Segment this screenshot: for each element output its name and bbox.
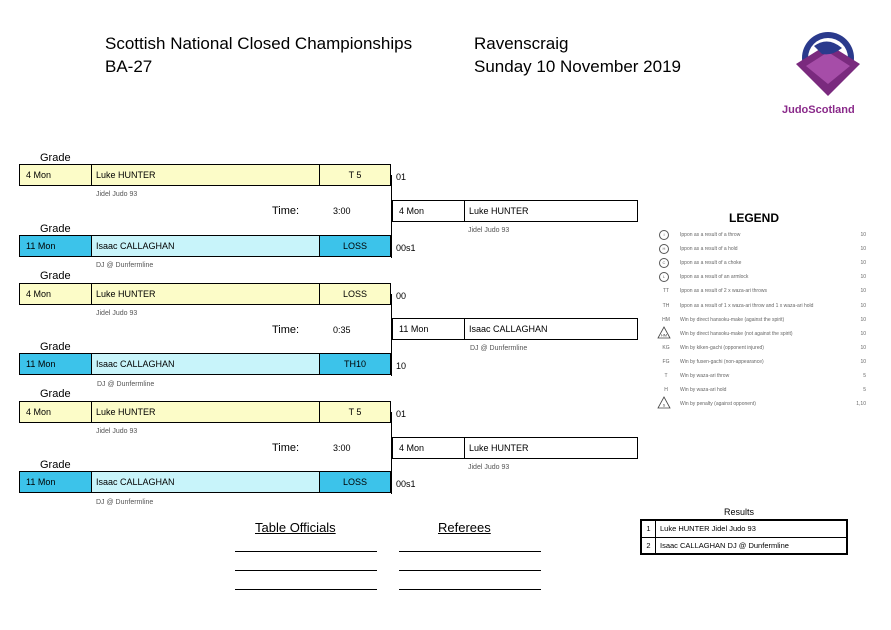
legend-item: [656, 271, 866, 285]
competitor-club: Jidel Judo 93: [96, 310, 138, 317]
grade-label: Grade: [40, 223, 71, 235]
judoscotland-logo: [784, 26, 864, 118]
competitor-row: [19, 235, 391, 257]
time-label: Time:: [272, 205, 300, 217]
legend-description: Win by kiken-gachi (opponent injured): [680, 344, 764, 351]
bout-result: LOSS: [342, 289, 367, 299]
legend-item: [656, 229, 866, 243]
bout-time: 0:35: [333, 325, 351, 335]
winner-grade: 11 Mon: [393, 319, 465, 339]
event-title: Scottish National Closed Championships: [105, 34, 413, 53]
legend-triangle-icon: [657, 396, 671, 411]
bout-winner-row: [392, 437, 638, 459]
legend-code: TT: [662, 288, 670, 295]
competitor-grade: 4 Mon: [20, 402, 92, 422]
legend-points: 10: [860, 316, 866, 323]
bout-score: 00s1: [396, 243, 416, 253]
legend-description: Win by direct hansoku-make (against the spirit): [680, 316, 785, 323]
grade-label: Grade: [40, 152, 71, 164]
legend-item: [656, 300, 866, 314]
results-title: Results: [724, 507, 755, 517]
legend-item: [656, 384, 866, 398]
svg-text:HM: HM: [660, 332, 668, 338]
legend-points: 10: [860, 246, 866, 253]
winner-name: Isaac CALLAGHAN: [469, 324, 548, 334]
legend-description: Ippon as a result of a throw: [680, 232, 741, 238]
bout-result: TH10: [320, 354, 390, 374]
results-row: [642, 521, 846, 538]
legend-circle-icon: H: [659, 244, 669, 254]
legend-description: Win by direct hansoku-make (not against the spirit): [680, 330, 793, 337]
winner-club: DJ @ Dunfermline: [470, 345, 528, 352]
results-position: 1: [642, 521, 656, 537]
results-position: 2: [642, 538, 656, 554]
competitor-grade: 4 Mon: [20, 284, 92, 304]
bout-score: 01: [396, 172, 407, 182]
legend-points: 10: [860, 274, 866, 281]
legend-triangle-icon: [657, 326, 671, 341]
winner-club: Jidel Judo 93: [468, 464, 510, 471]
competitor-row: [19, 401, 391, 423]
legend-code: KG: [662, 344, 670, 351]
competitor-grade: 11 Mon: [20, 354, 92, 374]
venue: Ravenscraig: [474, 34, 569, 53]
results-row: [642, 538, 846, 554]
bout-winner-row: [392, 318, 638, 340]
legend-item: [656, 314, 866, 328]
results-table: [640, 519, 848, 555]
grade-label: Grade: [40, 270, 71, 282]
logo-text: JudoScotland: [782, 104, 855, 116]
legend-code: FG: [662, 358, 670, 365]
legend-points: 10: [860, 288, 866, 295]
legend-description: Ippon as a result of a hold: [680, 246, 738, 253]
bout-score: 00s1: [396, 479, 416, 489]
competitor-club: DJ @ Dunfermline: [97, 381, 155, 388]
legend-code: HM: [662, 316, 670, 323]
winner-name: Luke HUNTER: [469, 443, 529, 453]
signature-line: [235, 551, 377, 552]
legend-item: [656, 243, 866, 257]
legend-item: [656, 285, 866, 299]
bout-result: LOSS: [320, 472, 390, 492]
legend-points: 10: [860, 358, 866, 365]
referees-title: Referees: [438, 520, 491, 535]
legend-description: Win by waza-ari throw: [680, 373, 730, 379]
legend-circle-icon: C: [659, 258, 669, 268]
competitor-grade: 11 Mon: [20, 472, 92, 492]
legend-item: [656, 257, 866, 271]
time-label: Time:: [272, 324, 300, 336]
legend-points: 10: [860, 260, 866, 267]
legend-description: Ippon as a result of a choke: [680, 260, 742, 267]
svg-text:S: S: [662, 402, 666, 408]
legend-item: [656, 398, 866, 412]
legend-points: 10: [860, 232, 866, 238]
legend-description: Win by fusen-gachi (non-appearance): [680, 358, 764, 365]
competitor-row: [19, 283, 391, 305]
logo-emblem-icon: [784, 26, 864, 104]
table-officials-title: Table Officials: [255, 520, 336, 535]
results-entry: Isaac CALLAGHAN DJ @ Dunfermline: [660, 541, 789, 550]
winner-name: Luke HUNTER: [469, 206, 529, 216]
legend-description: Ippon as a result of 2 x waza-ari throws: [680, 288, 767, 295]
event-date: Sunday 10 November 2019: [474, 57, 681, 76]
bout-result: T 5: [348, 170, 362, 180]
legend-description: Win by penalty (against opponent): [680, 401, 756, 408]
competitor-club: DJ @ Dunfermline: [96, 499, 154, 506]
competitor-club: DJ @ Dunfermline: [96, 262, 154, 269]
competitor-club: Jidel Judo 93: [96, 428, 138, 435]
competitor-name: Isaac CALLAGHAN: [92, 472, 320, 492]
competitor-name: Isaac CALLAGHAN: [92, 354, 320, 374]
competitor-name: Isaac CALLAGHAN: [92, 236, 320, 256]
winner-club: Jidel Judo 93: [468, 227, 510, 234]
signature-line: [399, 570, 541, 571]
legend-points: 10: [860, 330, 866, 337]
legend-item: [656, 328, 866, 342]
legend-item: [656, 342, 866, 356]
bout-result: T 5: [348, 407, 362, 417]
winner-grade: 4 Mon: [393, 438, 465, 458]
pool-code: BA-27: [105, 57, 153, 76]
competitor-grade: 4 Mon: [20, 165, 92, 185]
bout-score: 00: [396, 291, 407, 301]
legend-code: TH: [662, 302, 670, 309]
competitor-grade: 11 Mon: [20, 236, 92, 256]
legend-description: Ippon as a result of an armlock: [680, 274, 749, 281]
legend-circle-icon: I: [659, 230, 669, 240]
signature-line: [235, 570, 377, 571]
grade-label: Grade: [40, 341, 71, 353]
results-entry: Luke HUNTER Jidel Judo 93: [660, 524, 756, 533]
bout-result: LOSS: [320, 236, 390, 256]
signature-line: [399, 551, 541, 552]
bout-score: 01: [396, 409, 407, 419]
legend-circle-icon: L: [659, 272, 669, 282]
legend-description: Ippon as a result of 1 x waza-ari throw and 1 x waza-ari hold: [680, 302, 814, 309]
legend-points: 10: [860, 302, 866, 309]
competitor-row: [19, 164, 391, 186]
legend-item: [656, 370, 866, 384]
bout-time: 3:00: [333, 206, 351, 216]
competitor-row: [19, 353, 391, 375]
competitor-club: Jidel Judo 93: [96, 191, 138, 198]
legend-code: T: [664, 373, 668, 379]
legend-points: 10: [860, 344, 866, 351]
signature-line: [399, 589, 541, 590]
legend-points: 5: [863, 373, 866, 379]
legend-points: 5: [863, 387, 866, 394]
competitor-name: Luke HUNTER: [92, 165, 320, 185]
legend-code: H: [664, 387, 668, 394]
bout-time: 3:00: [333, 443, 351, 453]
bout-winner-row: [392, 200, 638, 222]
bout-score: 10: [396, 361, 407, 371]
legend-description: Win by waza-ari hold: [680, 387, 727, 394]
signature-line: [235, 589, 377, 590]
competitor-name: Luke HUNTER: [92, 284, 320, 304]
winner-grade: 4 Mon: [393, 201, 465, 221]
competitor-name: Luke HUNTER: [92, 402, 320, 422]
time-label: Time:: [272, 442, 300, 454]
grade-label: Grade: [40, 459, 71, 471]
competitor-row: [19, 471, 391, 493]
grade-label: Grade: [40, 388, 71, 400]
legend-title: LEGEND: [729, 211, 780, 225]
legend-points: 1,10: [856, 401, 866, 408]
legend-item: [656, 356, 866, 370]
